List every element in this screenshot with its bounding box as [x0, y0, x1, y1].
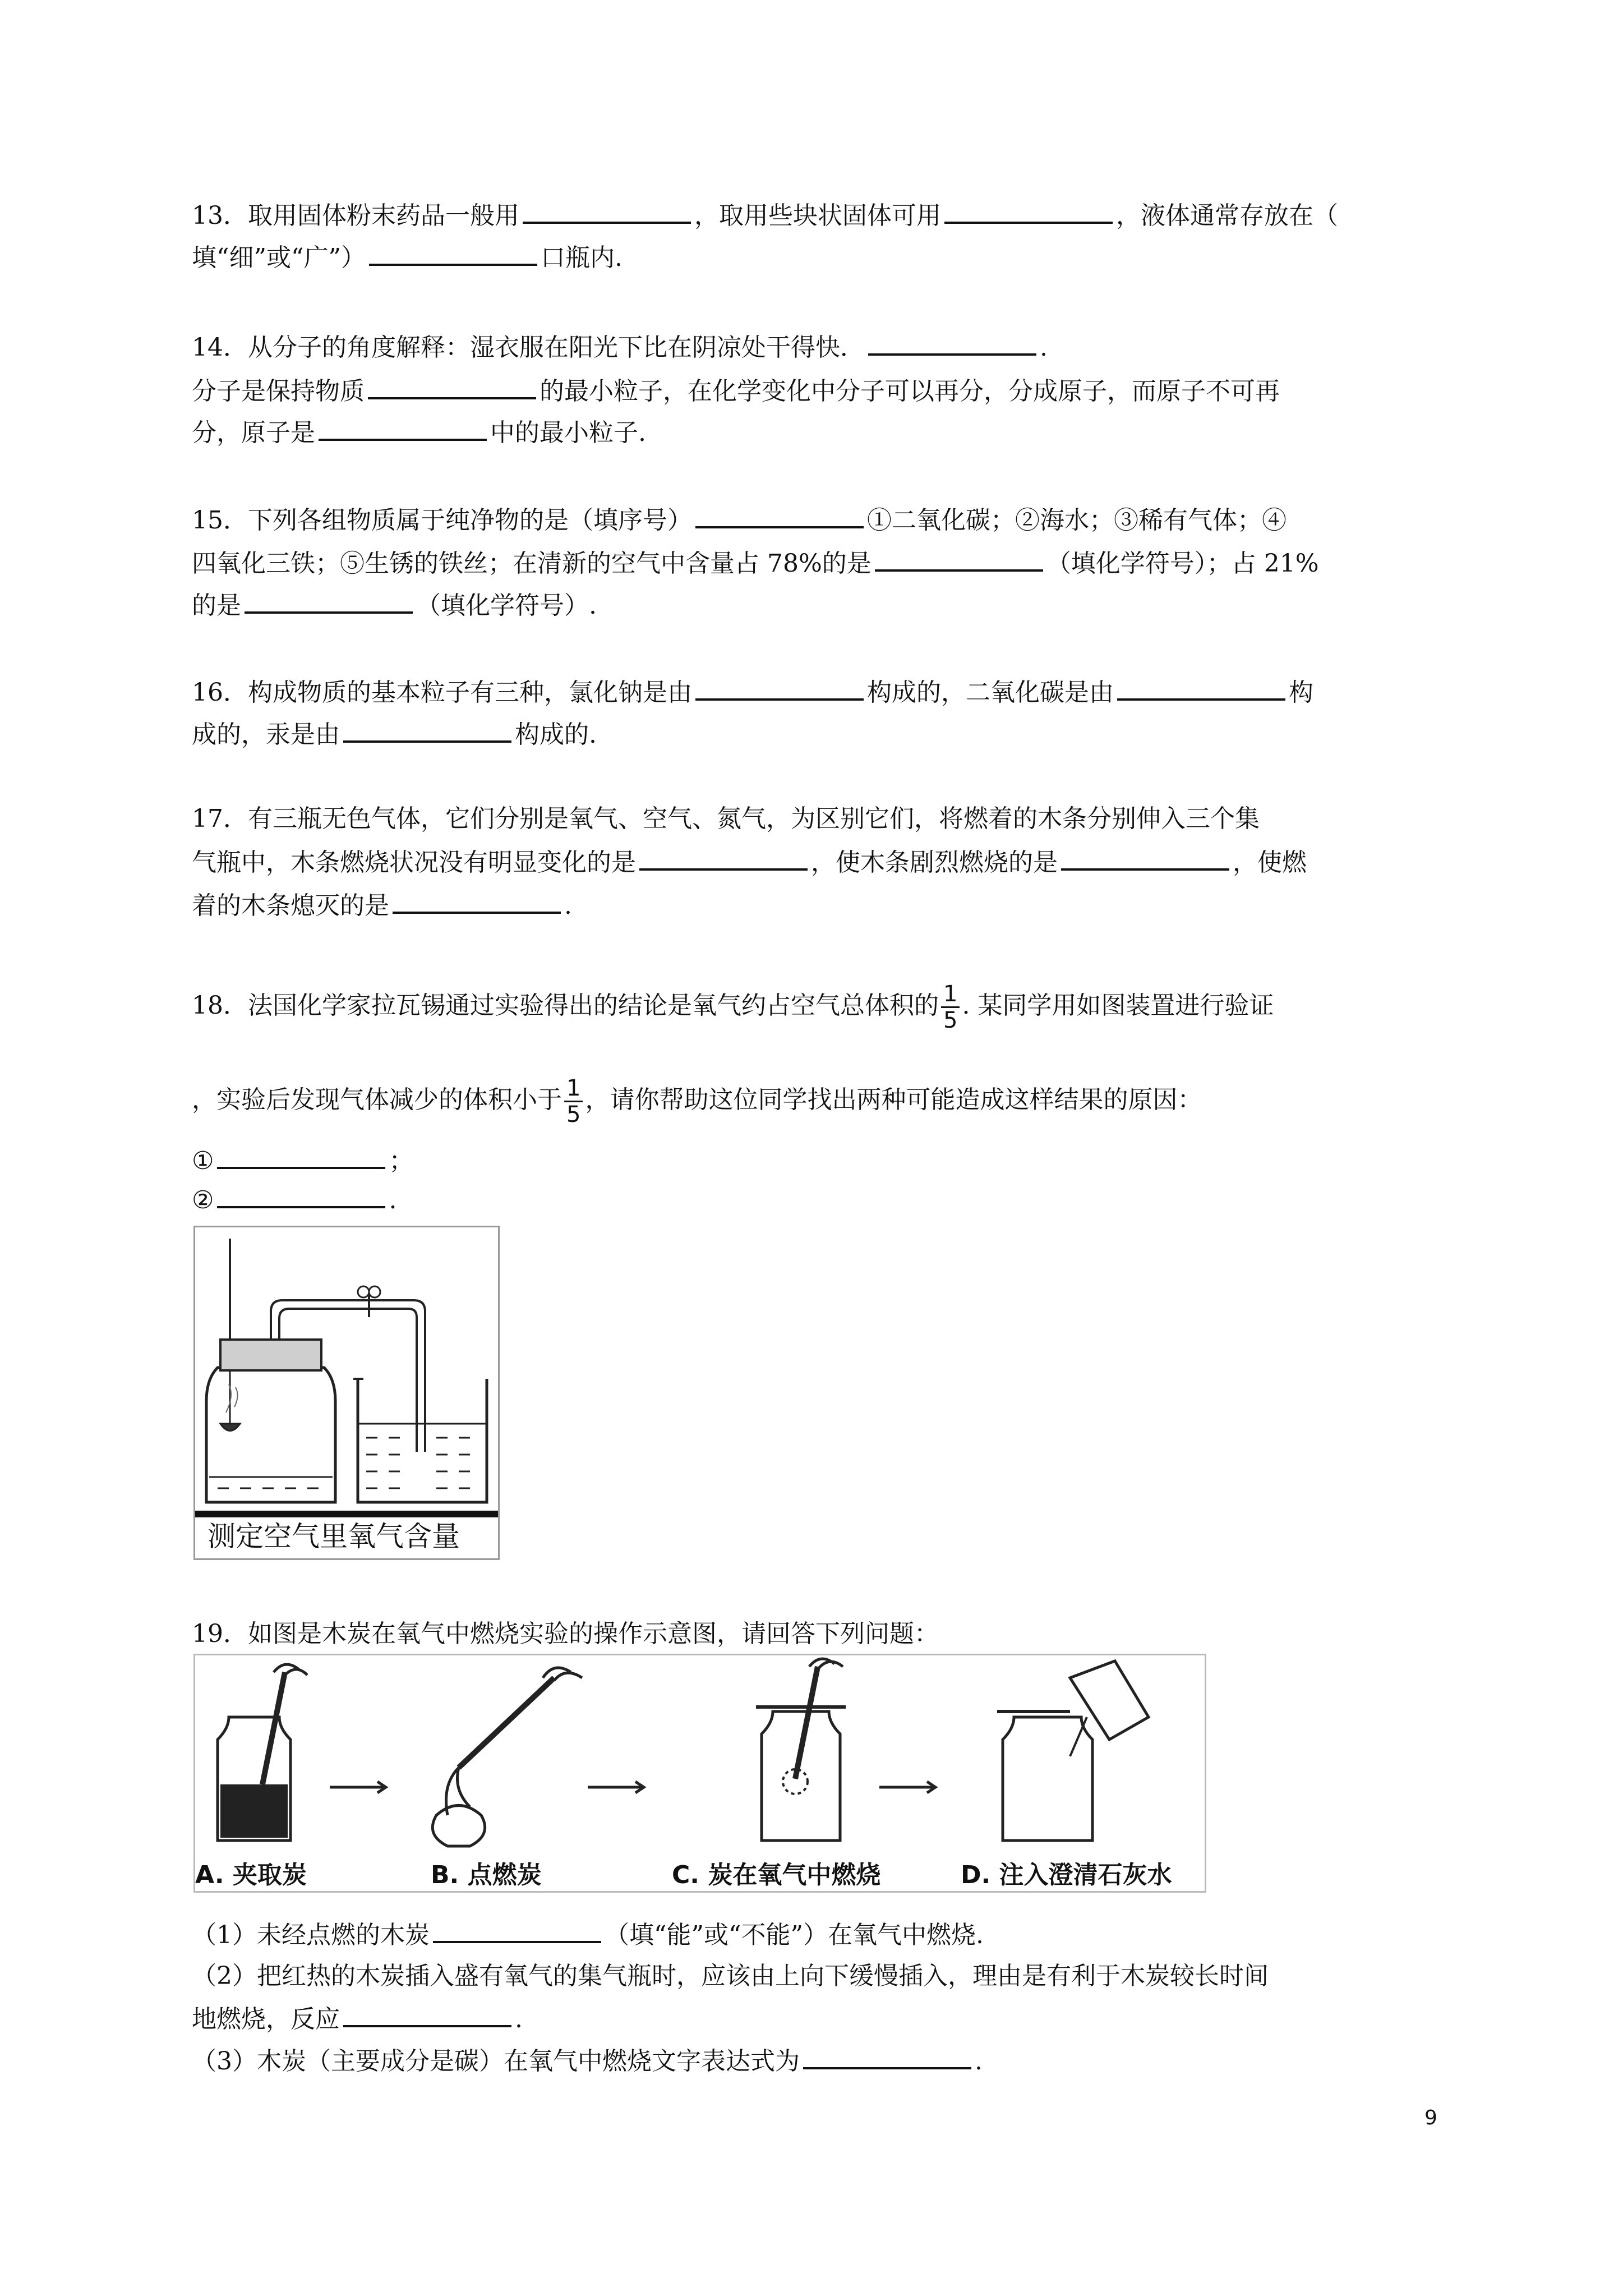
q14-line1	[192, 331, 1048, 364]
q18-text-a: 18．法国化学家拉瓦锡通过实验得出的结论是氧气约占空气总体积的	[192, 991, 939, 1020]
q15-text-d: （填化学符号）；占 21%	[1046, 549, 1319, 578]
q17-line1	[192, 803, 1260, 835]
q19-s1a: （1）未经点燃的木炭	[192, 1921, 430, 1949]
fraction-one-fifth-2	[564, 1076, 583, 1127]
page-number: 9	[1424, 2106, 1437, 2129]
q14-text-a: 14．从分子的角度解释：湿衣服在阳光下比在阴凉处干得快．	[192, 333, 865, 362]
q19-blank-1[interactable]	[433, 1918, 601, 1943]
q14-blank-2[interactable]	[368, 375, 536, 399]
q14-text-c: 分子是保持物质	[192, 377, 365, 406]
q17-blank-1[interactable]	[639, 846, 808, 871]
q19-intro-text: 19．如图是木炭在氧气中燃烧实验的操作示意图，请回答下列问题：	[192, 1619, 939, 1648]
q19-blank-2[interactable]	[343, 2003, 511, 2027]
apparatus-caption: 测定空气里氧气含量	[208, 1520, 460, 1553]
q15-blank-2[interactable]	[875, 547, 1043, 572]
q17-text-b: 气瓶中，木条燃烧状况没有明显变化的是	[192, 848, 636, 877]
q19-sub2-line1	[192, 1961, 1269, 1992]
q17-line2	[192, 846, 1307, 878]
q17-blank-3[interactable]	[393, 889, 561, 914]
q19-blank-3[interactable]	[803, 2045, 971, 2069]
q19-s2b: 地燃烧，反应	[192, 2005, 340, 2033]
q17-text-d: ，使燃	[1233, 848, 1307, 877]
q15-blank-1[interactable]	[695, 504, 864, 528]
q13-text-d: 填“细”或“广”）	[192, 243, 366, 272]
q16-line2	[192, 718, 597, 751]
q15-text-b: ①二氧化碳；②海水；③稀有气体；④	[867, 506, 1287, 535]
q15-blank-3[interactable]	[245, 589, 413, 614]
q13-text-a: 13．取用固体粉末药品一般用	[192, 201, 519, 230]
q18-text-d: ，请你帮助这位同学找出两种可能造成这样结果的原因：	[585, 1085, 1202, 1114]
q14-blank-1[interactable]	[868, 331, 1036, 356]
q19-intro	[192, 1618, 939, 1650]
q17-blank-2[interactable]	[1061, 846, 1229, 871]
q13-line2	[192, 241, 623, 274]
q15-line1	[192, 504, 1287, 536]
q14-line2	[192, 375, 1280, 407]
q19-sub3	[192, 2045, 983, 2077]
q19-s3b: .	[975, 2047, 983, 2076]
fraction-denominator: 5	[566, 1102, 581, 1128]
charcoal-steps-drawing	[195, 1655, 1205, 1857]
step-b-caption: B. 点燃炭	[431, 1861, 542, 1889]
step-c-caption: C. 炭在氧气中燃烧	[672, 1861, 881, 1889]
q18-opt2-end: .	[389, 1186, 397, 1214]
q13-blank-2[interactable]	[944, 199, 1113, 224]
q14-text-e: 分，原子是	[192, 418, 315, 447]
q13-blank-3[interactable]	[369, 241, 537, 266]
fraction-denominator: 5	[943, 1007, 958, 1033]
q16-text-d: 成的，汞是由	[192, 720, 340, 749]
q16-blank-3[interactable]	[343, 718, 511, 743]
q14-blank-3[interactable]	[319, 416, 487, 441]
q15-text-a: 15．下列各组物质属于纯净物的是（填序号）	[192, 506, 692, 535]
q16-line1	[192, 676, 1313, 708]
step-a-illustration	[218, 1664, 307, 1841]
q18-blank-1[interactable]	[217, 1144, 385, 1169]
q18-line1	[192, 982, 1274, 1033]
q17-line3	[192, 889, 572, 922]
q16-blank-2[interactable]	[1117, 676, 1285, 701]
q16-text-c: 构	[1289, 678, 1313, 707]
q13-line1	[192, 199, 1338, 232]
fraction-numerator: 1	[941, 982, 960, 1008]
q18-opt1-end: ；	[389, 1147, 414, 1175]
step-c-illustration	[756, 1659, 846, 1841]
step-d-illustration	[997, 1661, 1149, 1841]
q13-blank-1[interactable]	[523, 199, 691, 224]
q16-text-e: 构成的.	[515, 720, 597, 749]
step-d-caption: D. 注入澄清石灰水	[961, 1861, 1172, 1889]
q18-text-c: ，实验后发现气体减少的体积小于	[192, 1085, 562, 1114]
q18-option-2	[192, 1184, 396, 1216]
q14-line3	[192, 416, 646, 449]
q16-text-a: 16．构成物质的基本粒子有三种，氯化钠是由	[192, 678, 692, 707]
q17-text-e: 着的木条熄灭的是	[192, 891, 389, 920]
q18-opt2-label: ②	[192, 1186, 214, 1214]
q18-opt1-label: ①	[192, 1147, 214, 1175]
q18-line2	[192, 1076, 1202, 1127]
charcoal-steps-figure	[193, 1654, 1206, 1893]
q19-s2c: .	[515, 2005, 523, 2033]
q15-text-c: 四氧化三铁；⑤生锈的铁丝；在清新的空气中含量占 78%的是	[192, 549, 872, 578]
q15-text-e: 的是	[192, 591, 241, 620]
q16-text-b: 构成的，二氧化碳是由	[867, 678, 1114, 707]
q16-blank-1[interactable]	[695, 676, 864, 701]
q15-line2	[192, 547, 1319, 579]
q19-sub1	[192, 1918, 984, 1951]
q14-text-b: .	[1040, 333, 1048, 362]
q18-blank-2[interactable]	[217, 1184, 385, 1208]
q17-text-f: .	[564, 891, 572, 920]
q19-s2a: （2）把红热的木炭插入盛有氧气的集气瓶时，应该由上向下缓慢插入，理由是有利于木炭较长时间	[192, 1962, 1269, 1990]
step-a-caption: A. 夹取炭	[195, 1861, 307, 1889]
apparatus-drawing	[195, 1227, 498, 1558]
q19-s1b: （填“能”或“不能”）在氧气中燃烧.	[605, 1921, 984, 1949]
apparatus-figure	[193, 1226, 500, 1560]
q13-text-e: 口瓶内.	[540, 243, 623, 272]
q14-text-d: 的最小粒子，在化学变化中分子可以再分，分成原子，而原子不可再	[540, 377, 1280, 406]
fraction-one-fifth	[941, 982, 960, 1033]
fraction-numerator: 1	[564, 1076, 583, 1102]
step-b-illustration	[432, 1668, 582, 1846]
q19-s3a: （3）木炭（主要成分是碳）在氧气中燃烧文字表达式为	[192, 2047, 800, 2076]
q13-text-c: ，液体通常存放在（	[1116, 201, 1338, 230]
q17-text-c: ，使木条剧烈燃烧的是	[811, 848, 1058, 877]
q15-line3	[192, 589, 597, 622]
q18-text-b: . 某同学用如图装置进行验证	[962, 991, 1274, 1020]
q13-text-b: ，取用些块状固体可用	[694, 201, 941, 230]
q19-sub2-line2	[192, 2003, 523, 2035]
q14-text-f: 中的最小粒子.	[490, 418, 646, 447]
q15-text-f: （填化学符号）.	[416, 591, 597, 620]
q18-option-1	[192, 1144, 413, 1177]
q17-text-a: 17．有三瓶无色气体，它们分别是氧气、空气、氮气，为区别它们，将燃着的木条分别伸入三个集	[192, 804, 1260, 833]
